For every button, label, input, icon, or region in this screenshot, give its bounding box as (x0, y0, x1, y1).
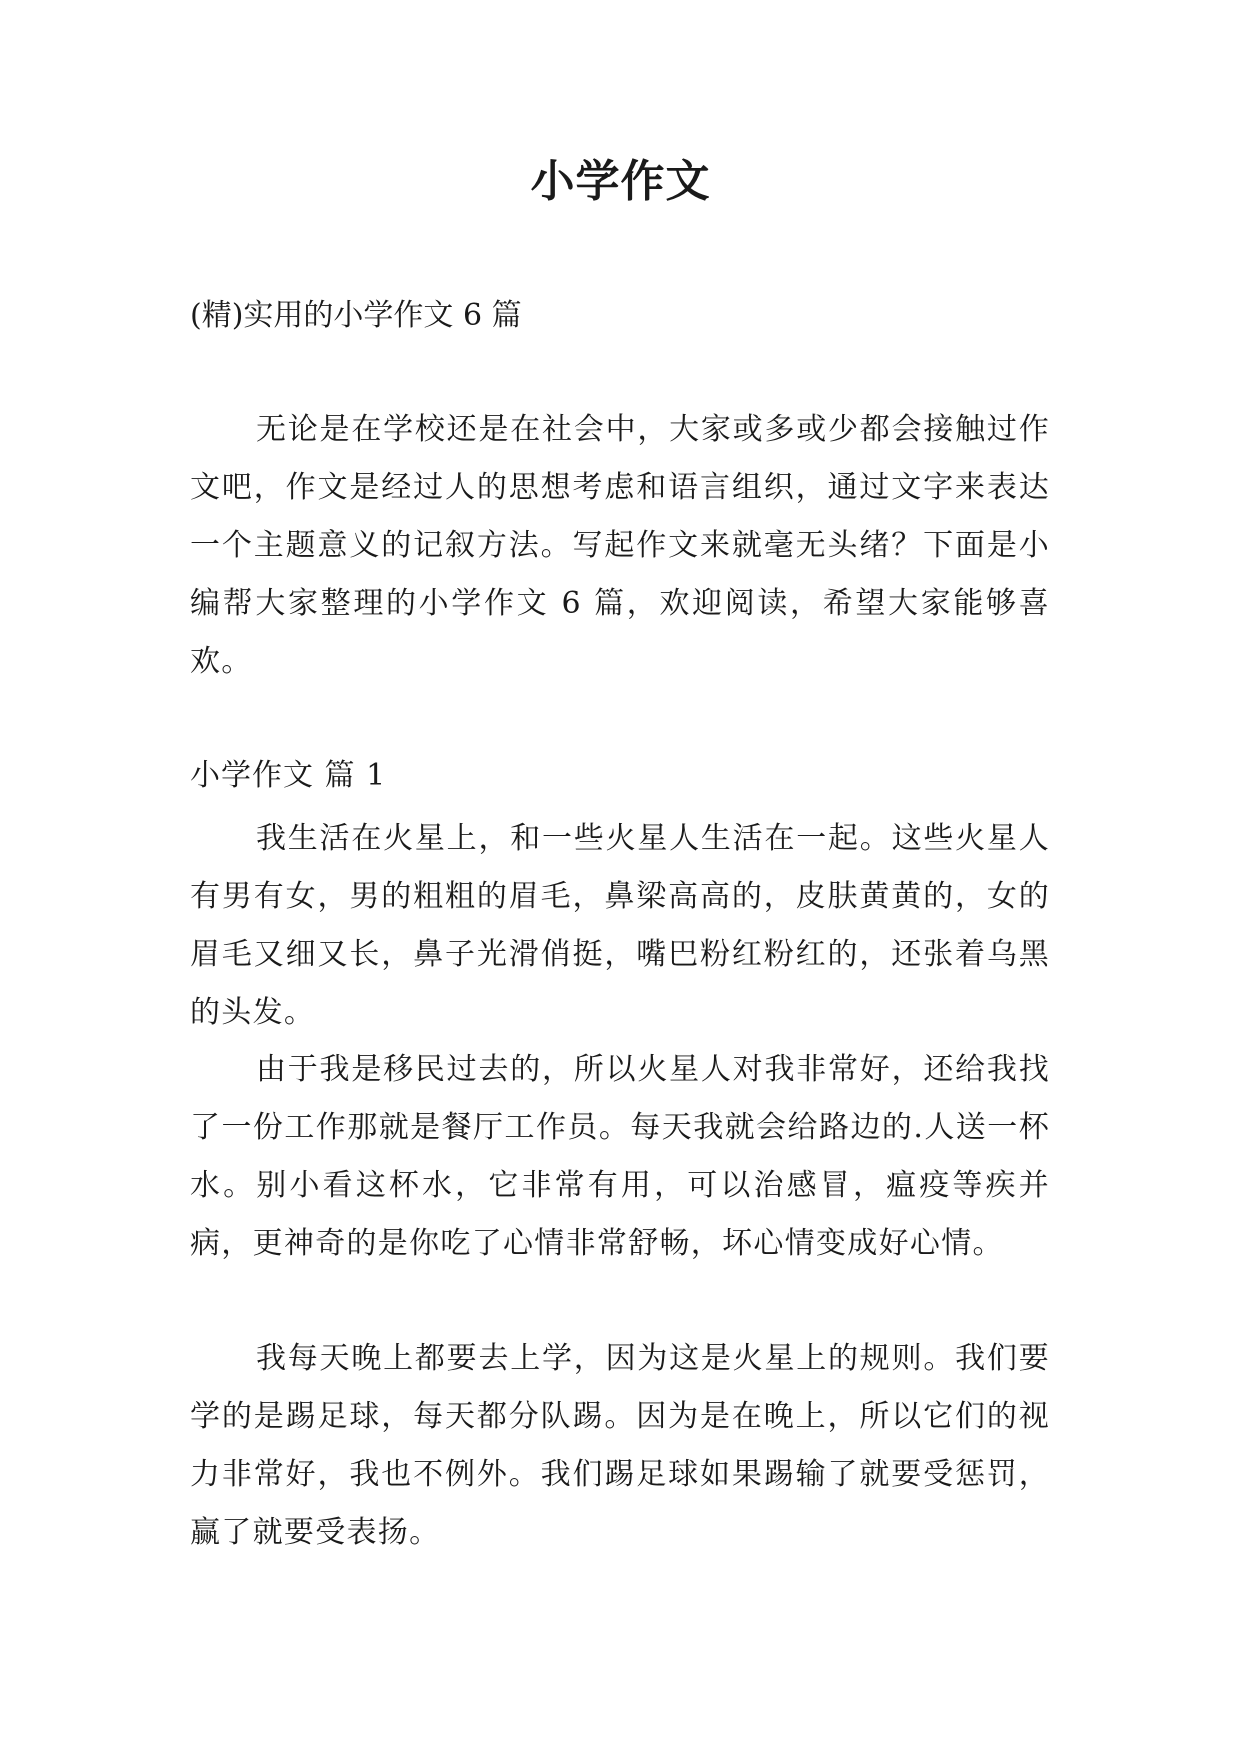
body-paragraph-2: 由于我是移民过去的，所以火星人对我非常好，还给我找了一份工作那就是餐厅工作员。每天我就会给路边的.人送一杯水。别小看这杯水，它非常有用，可以治感冒，瘟疫等疾并病，更神奇的是你吃了心情非常舒畅，坏心情变成好心情。 (190, 1052, 1050, 1261)
document-subtitle: (精)实用的小学作文 6 篇 (190, 298, 522, 333)
page-title: 小学作文 (530, 156, 711, 207)
section-heading: 小学作文 篇 1 (190, 758, 387, 793)
body-paragraph-1: 我生活在火星上，和一些火星人生活在一起。这些火星人有男有女，男的粗粗的眉毛，鼻梁高高的，皮肤黄黄的，女的眉毛又细又长，鼻子光滑俏挺，嘴巴粉红粉红的，还张着乌黑的头发。 (190, 821, 1050, 1030)
body-paragraph-3: 我每天晚上都要去上学，因为这是火星上的规则。我们要学的是踢足球，每天都分队踢。因为是在晚上，所以它们的视力非常好，我也不例外。我们踢足球如果踢输了就要受惩罚，赢了就要受表扬。 (190, 1341, 1050, 1550)
intro-paragraph: 无论是在学校还是在社会中，大家或多或少都会接触过作文吧，作文是经过人的思想考虑和语言组织，通过文字来表达一个主题意义的记叙方法。写起作文来就毫无头绪？下面是小编帮大家整理的小学作文 6 篇，欢迎阅读，希望大家能够喜欢。 (190, 412, 1050, 679)
